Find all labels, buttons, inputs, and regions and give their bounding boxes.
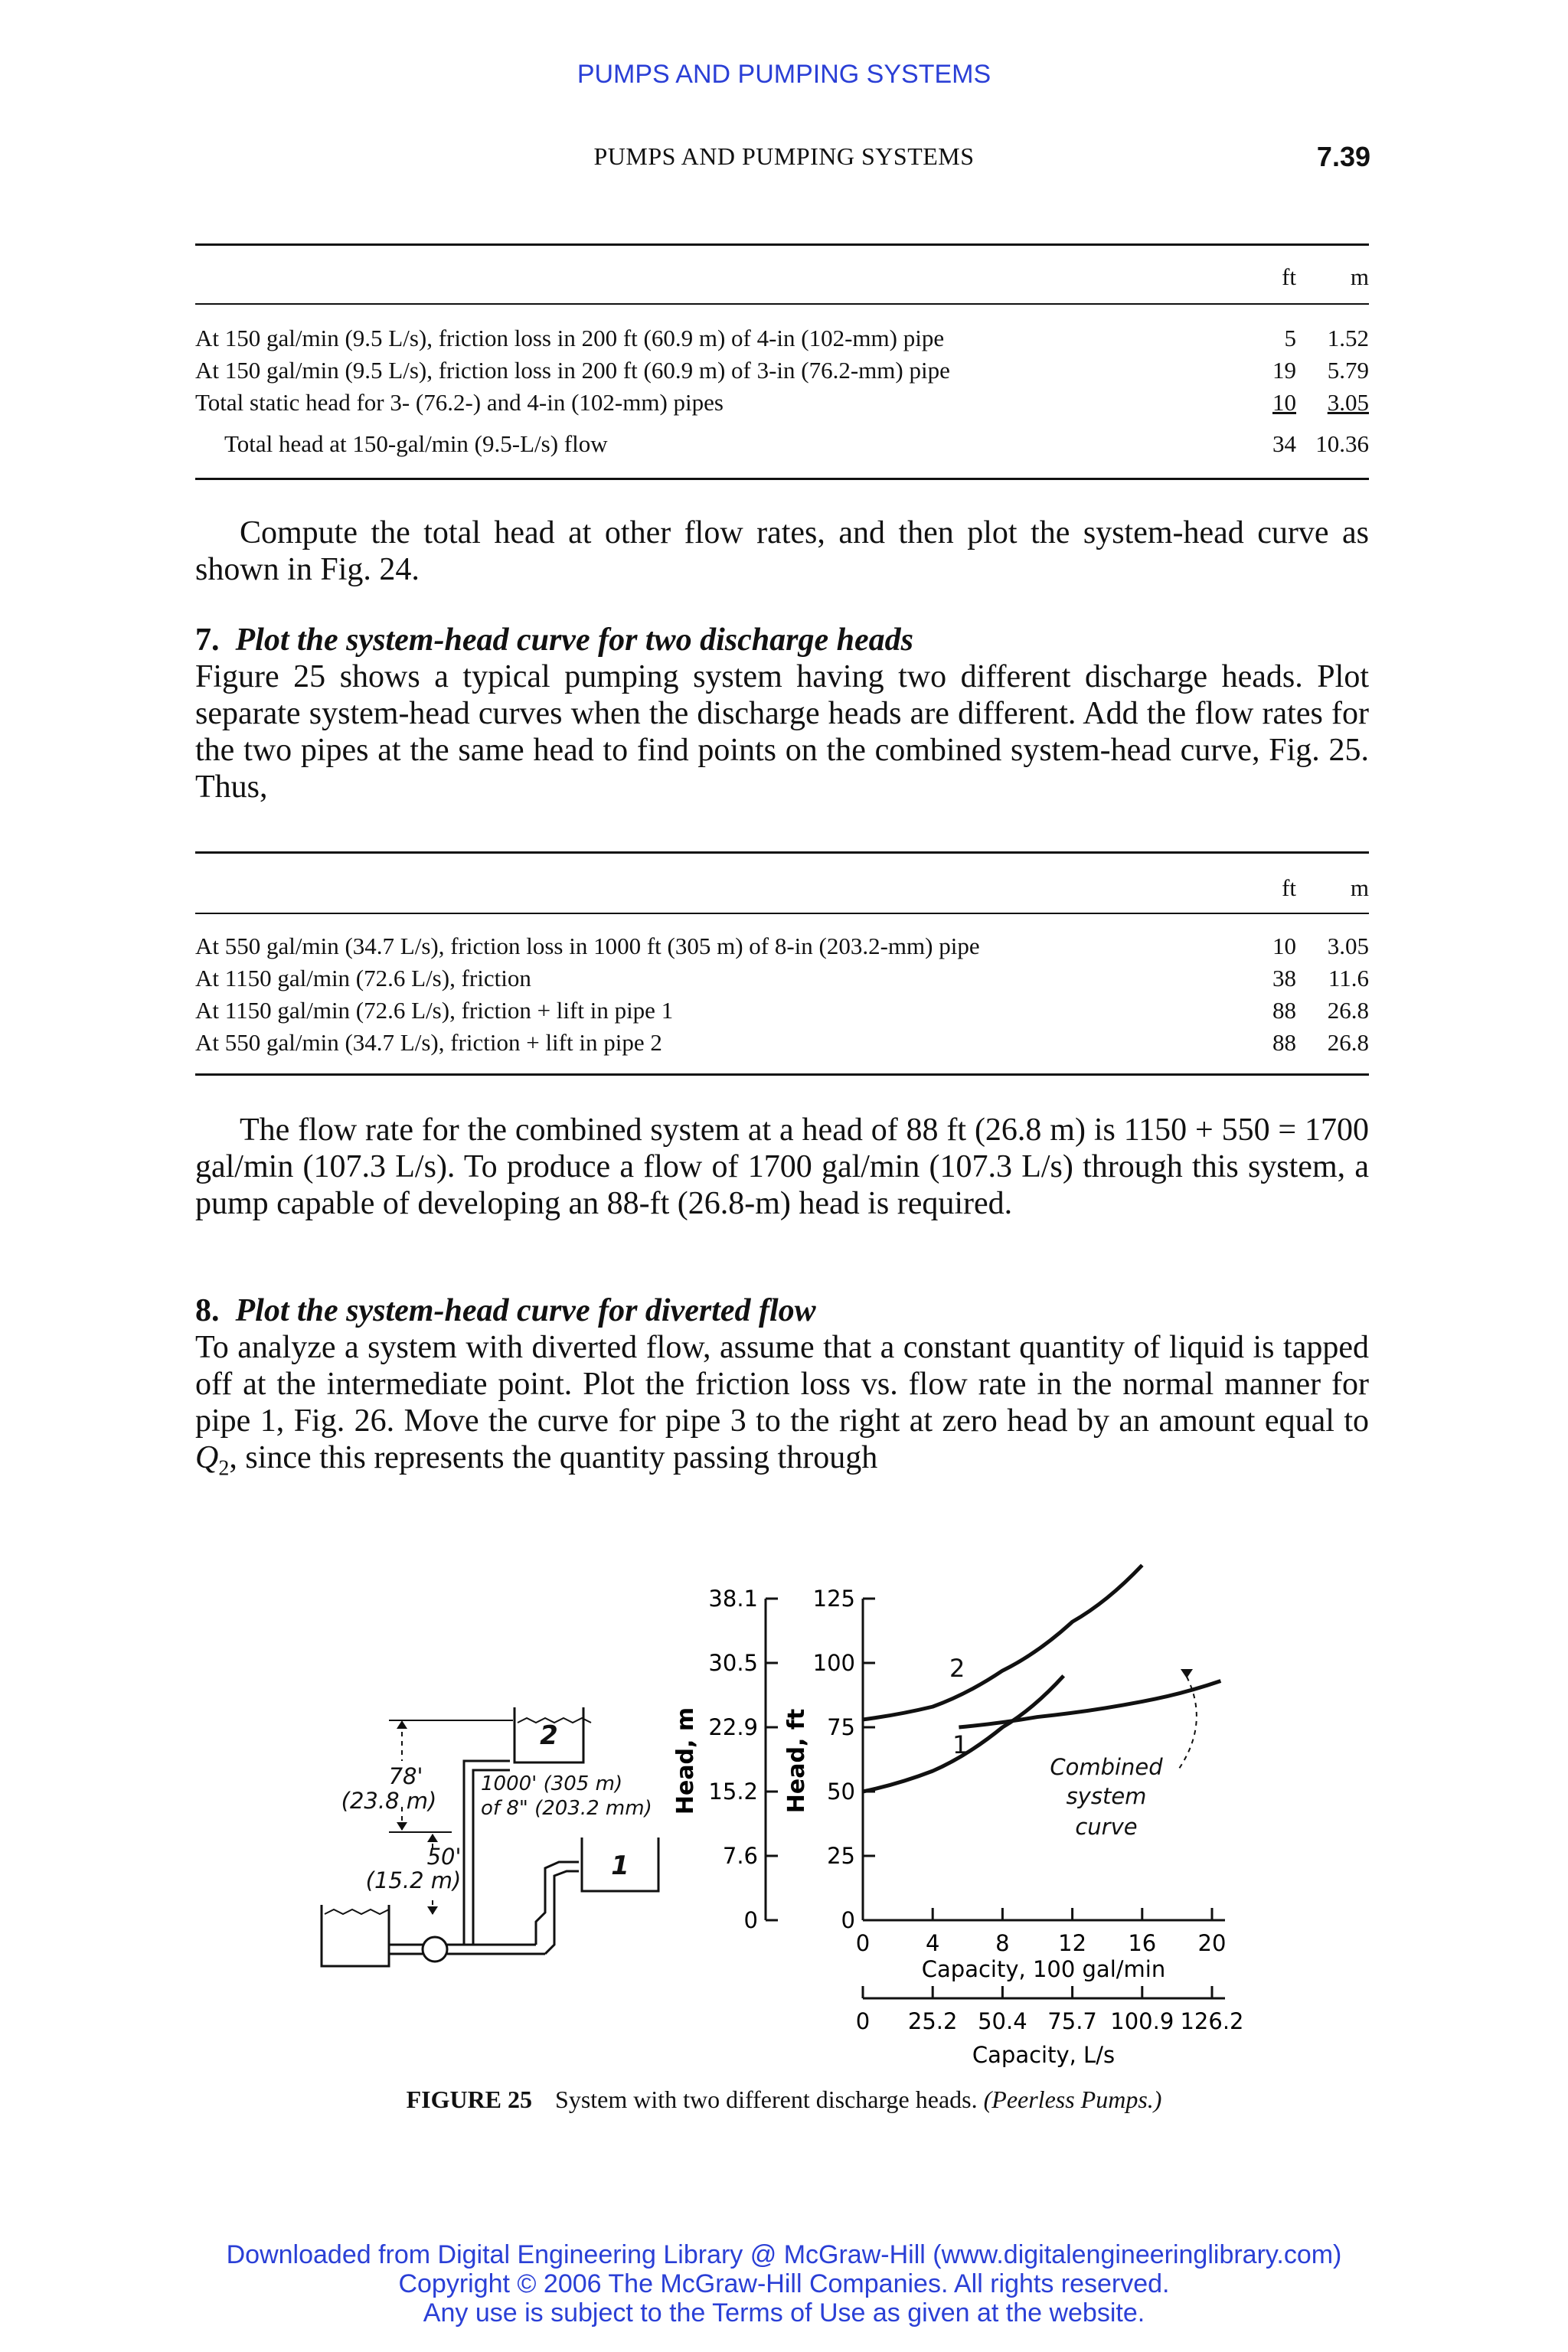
- pipe-note-size: of 8" (203.2 mm): [481, 1797, 652, 1820]
- table-cell-ft: 19: [1272, 357, 1296, 384]
- table1-header-rule: [195, 303, 1369, 305]
- page-number: 7.39: [1316, 141, 1370, 172]
- table-cell-m: 1.52: [1327, 325, 1369, 351]
- top-banner: PUMPS AND PUMPING SYSTEMS: [577, 60, 991, 89]
- dim-lower-ft: 50': [426, 1844, 462, 1870]
- m-tick-label: 15.2: [708, 1779, 758, 1805]
- table-row: [195, 352, 1369, 384]
- table1-col-m: m: [1350, 263, 1369, 290]
- ft-tick-label: 25: [827, 1843, 855, 1869]
- combined-label-1: Combined: [1050, 1754, 1163, 1780]
- table-cell-label: At 1150 gal/min (72.6 L/s), friction: [195, 965, 531, 991]
- x-axis-ls-ticks: [856, 1986, 1244, 2034]
- riser-pipe-1: [536, 1862, 579, 1954]
- table-cell-ft: 10: [1272, 389, 1296, 416]
- table2-col-ft: ft: [1282, 874, 1296, 901]
- table2-body: [195, 928, 1369, 1057]
- m-tick-label: 22.9: [708, 1714, 758, 1740]
- paragraph: The flow rate for the combined system at a head of 88 ft (26.8 m) is 1150 + 550 = 1700 gal/min (107.3 L/s). To produce a flow of 1700 gal/min (107.3 L/s) through this system, a pump capable of developing an 88-ft (26.8-m) head is required.: [195, 1112, 1369, 1221]
- step-8-body: To analyze a system with diverted flow, assume that a constant quantity of liquid is tapped off at the intermediate point. Plot the friction loss vs. flow rate in the normal manner for pipe 1, Fig. 26. Move the curve for pipe 3 to the right at zero head by an amount equal to $Q_2$, since this represents the quantity passing through: [195, 1330, 1369, 1481]
- figure-caption: FIGURE 25 System with two different discharge heads. (Peerless Pumps.): [406, 2086, 1162, 2113]
- x-ls-tick-label: 25.2: [907, 2008, 958, 2034]
- table-cell-label: At 1150 gal/min (72.6 L/s), friction + lift in pipe 1: [195, 997, 674, 1024]
- table-row: [195, 416, 1369, 458]
- table1-top-rule: [195, 243, 1369, 246]
- table-cell-ft: 88: [1272, 997, 1296, 1024]
- table-cell-m: 3.05: [1327, 933, 1369, 959]
- x-axis-ls-label: Capacity, L/s: [972, 2042, 1116, 2068]
- table-cell-label: At 150 gal/min (9.5 L/s), friction loss in 200 ft (60.9 m) of 4-in (102-mm) pipe: [195, 325, 945, 351]
- table1-header: [195, 259, 1369, 291]
- x-axis-label: Capacity, 100 gal/min: [921, 1956, 1166, 1982]
- suction-pipe: [389, 1945, 423, 1954]
- footer-line-2: Copyright © 2006 The McGraw-Hill Companies. All rights reserved.: [398, 2269, 1170, 2298]
- x-ls-tick-label: 50.4: [978, 2008, 1027, 2034]
- x-tick-label: 4: [925, 1930, 940, 1956]
- running-head: PUMPS AND PUMPING SYSTEMS: [593, 142, 975, 170]
- m-tick-label: 38.1: [708, 1586, 758, 1612]
- tank-2-label: 2: [540, 1720, 558, 1751]
- x-tick-label: 8: [995, 1930, 1010, 1956]
- table-cell-m: 26.8: [1327, 1029, 1369, 1056]
- curve-1-label: 1: [952, 1730, 969, 1759]
- pump-symbol: [423, 1937, 447, 1962]
- step-8-heading: 8. Plot the system-head curve for diverted flow: [195, 1293, 816, 1328]
- step-7-heading: 7. Plot the system-head curve for two discharge heads: [195, 622, 913, 658]
- table2-header-rule: [195, 913, 1369, 914]
- series-line-3: [959, 1681, 1220, 1727]
- x-tick-label: 20: [1197, 1930, 1227, 1956]
- m-tick-label: 30.5: [708, 1650, 758, 1676]
- dim-upper-ft: 78': [388, 1763, 423, 1789]
- table-cell-label: At 150 gal/min (9.5 L/s), friction loss in 200 ft (60.9 m) of 3-in (76.2-mm) pipe: [195, 357, 950, 384]
- ft-tick-label: 100: [812, 1650, 855, 1676]
- table-cell-label: At 550 gal/min (34.7 L/s), friction loss in 1000 ft (305 m) of 8-in (203.2-mm) pipe: [195, 933, 980, 959]
- ft-tick-label: 75: [827, 1714, 855, 1740]
- figure-25: [0, 1554, 1568, 2075]
- axis-ft-label: Head, ft: [783, 1708, 810, 1814]
- table-cell-m: 3.05: [1327, 389, 1369, 416]
- table-cell-m: 10.36: [1315, 430, 1369, 457]
- table-row: [195, 928, 1369, 960]
- dim-upper-m: (23.8 m): [341, 1788, 437, 1814]
- m-tick-label: 0: [743, 1907, 758, 1933]
- x-tick-label: 0: [855, 1930, 871, 1956]
- sump-water: [325, 1909, 389, 1914]
- paragraph: Compute the total head at other flow rates, and then plot the system-head curve as shown in Fig. 24.: [195, 515, 1369, 587]
- table2-col-m: m: [1350, 874, 1369, 901]
- ft-tick-label: 50: [827, 1779, 855, 1805]
- table2-header: [195, 870, 1369, 902]
- x-ls-tick-label: 0: [855, 2008, 871, 2034]
- step-7-body: Figure 25 shows a typical pumping system having two different discharge heads. Plot separate system-head curves when the discharge heads are different. Add the flow rates for the two pipes at the same head to find points on the combined system-head curve, Fig. 25. Thus,: [195, 659, 1369, 805]
- table-cell-ft: 38: [1272, 965, 1296, 991]
- curve-2-label: 2: [949, 1654, 965, 1683]
- arrow-icon: [427, 1834, 438, 1842]
- table1-bottom-rule: [195, 478, 1369, 480]
- discharge-pipe: [447, 1945, 545, 1954]
- ft-axis-ticks: [813, 1586, 875, 1933]
- table-cell-m: 11.6: [1328, 965, 1369, 991]
- x-tick-label: 16: [1128, 1930, 1157, 1956]
- table-row: [195, 992, 1369, 1024]
- footer-line-3: Any use is subject to the Terms of Use as given at the website.: [423, 2298, 1145, 2328]
- table-cell-ft: 88: [1272, 1029, 1296, 1056]
- ft-tick-label: 0: [841, 1907, 855, 1933]
- x-tick-label: 12: [1058, 1930, 1087, 1956]
- table2-bottom-rule: [195, 1073, 1369, 1076]
- table-cell-label: Total head at 150-gal/min (9.5-L/s) flow: [224, 430, 608, 457]
- step-7: [195, 622, 1369, 805]
- table-cell-ft: 34: [1272, 430, 1296, 457]
- x-ls-tick-label: 75.7: [1047, 2008, 1097, 2034]
- table-cell-label: At 550 gal/min (34.7 L/s), friction + lift in pipe 2: [195, 1029, 662, 1056]
- table-row: [195, 384, 1369, 416]
- table-row: [195, 1024, 1369, 1057]
- combined-label-2: system: [1066, 1783, 1147, 1809]
- x-axis-ticks: [856, 1908, 1227, 1956]
- table-cell-m: 5.79: [1327, 357, 1369, 384]
- table-cell-label: Total static head for 3- (76.2-) and 4-in (102-mm) pipes: [195, 389, 724, 416]
- table1-col-ft: ft: [1282, 263, 1296, 290]
- arrow-icon: [1181, 1669, 1193, 1678]
- ft-tick-label: 125: [812, 1586, 855, 1612]
- step-8: [195, 1292, 1369, 1487]
- table-cell-ft: 5: [1284, 325, 1296, 351]
- footer-line-1: Downloaded from Digital Engineering Library @ McGraw-Hill (www.digitalengineeringlibrary.com): [226, 2240, 1342, 2269]
- table-cell-m: 26.8: [1327, 997, 1369, 1024]
- m-tick-label: 7.6: [722, 1843, 758, 1869]
- arrow-icon: [427, 1906, 438, 1915]
- curves: [863, 1565, 1220, 1792]
- arrow-icon: [397, 1720, 407, 1729]
- combined-label-3: curve: [1075, 1814, 1138, 1840]
- series-line-1: [863, 1565, 1142, 1720]
- arrow-icon: [397, 1822, 407, 1831]
- dim-lower-m: (15.2 m): [365, 1867, 462, 1893]
- x-ls-tick-label: 100.9: [1110, 2008, 1174, 2034]
- table-row: [195, 320, 1369, 352]
- axis-m-label: Head, m: [672, 1707, 699, 1815]
- table-row: [195, 960, 1369, 992]
- tank-1-label: 1: [611, 1851, 629, 1881]
- table1-body: [195, 320, 1369, 458]
- pipe-note-length: 1000' (305 m): [481, 1772, 623, 1795]
- x-ls-tick-label: 126.2: [1180, 2008, 1244, 2034]
- table2-top-rule: [195, 851, 1369, 854]
- m-axis-ticks: [708, 1586, 778, 1933]
- table-cell-ft: 10: [1272, 933, 1296, 959]
